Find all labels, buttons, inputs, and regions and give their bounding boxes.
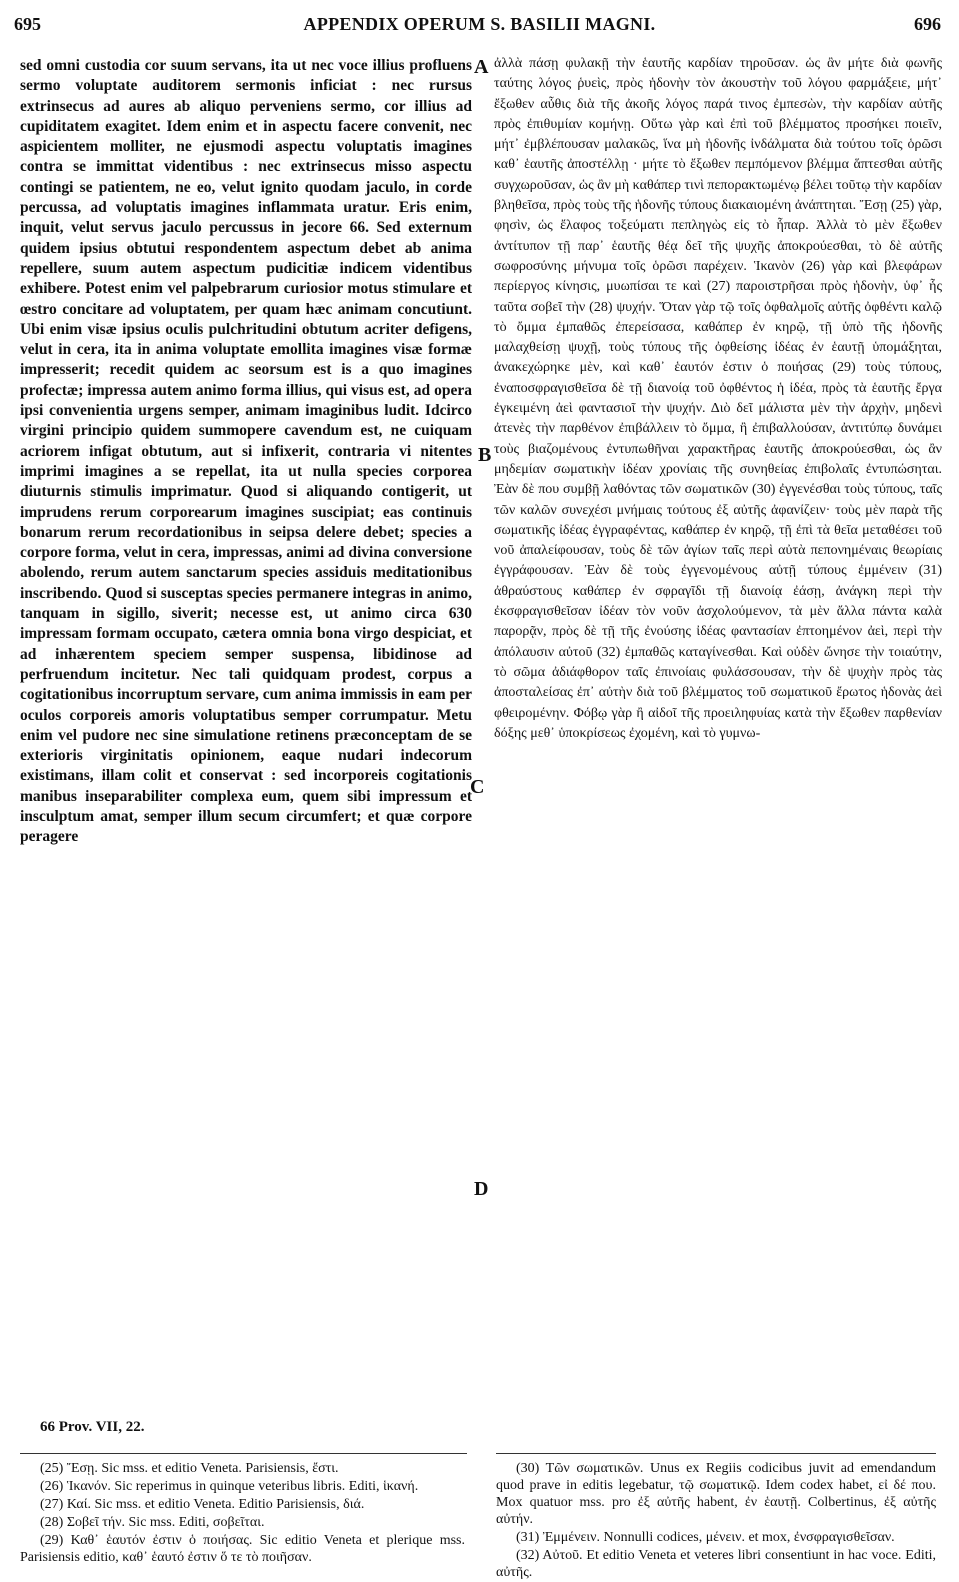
greek-column xyxy=(494,54,942,744)
margin-marker-b: B xyxy=(478,444,492,466)
notes-divider-left xyxy=(20,1453,467,1454)
note-30: (30) Τῶν σωματικῶν. Unus ex Regiis codicibus juvit ad emendandum quod prave in editis legebatur, τῷ σωματικῷ. Idem codex habet, εἰ δέ που. Mox quatuor mss. pro ἐξ αὐτῆς habent, ἐν ἑαυτῇ. Colbertinus, ἐξ αὐτῆς αὐτήν. xyxy=(496,1461,936,1527)
notes-divider-right xyxy=(496,1453,936,1454)
margin-marker-a: A xyxy=(474,56,489,78)
page-number-left: 695 xyxy=(14,14,41,34)
note-25: (25) Ἔσῃ. Sic mss. et editio Veneta. Parisiensis, ἔστι. xyxy=(40,1461,339,1476)
page-header xyxy=(0,14,959,44)
latin-column xyxy=(20,56,472,848)
critical-notes-right xyxy=(496,1460,936,1582)
critical-notes-left xyxy=(20,1460,465,1567)
page-number-right: 696 xyxy=(914,14,941,34)
note-26: (26) Ἱκανόν. Sic reperimus in quinque veteribus libris. Editi, ἱκανή. xyxy=(40,1479,419,1494)
note-32: (32) Αὐτοῦ. Et editio Veneta et veteres libri consentiunt in hac voce. Editi, αὐτῆς. xyxy=(496,1548,936,1580)
margin-marker-c: C xyxy=(470,776,485,798)
running-title: APPENDIX OPERUM S. BASILII MAGNI. xyxy=(303,14,656,34)
scripture-footnote: 66 Prov. VII, 22. xyxy=(40,1419,145,1435)
greek-text: ἀλλὰ πάσῃ φυλακῇ τὴν ἑαυτῆς καρδίαν τηροῦσαν. ὡς ἂν μήτε διὰ φωνῆς ταύτης λόγος ῥυεὶς, πρὸς ἡδονὴν τὸν ἀκουστὴν τοῦ λόγου φαρμάξειε, μήτ᾽ ἔξωθεν αὖθις διὰ τῆς ἀκοῆς λόγος παρά τινος ἐμπεσὼν, τὴν καρδίαν αὐτῆς πρὸς ἐπιθυμίαν κομήνῃ. Οὕτω γὰρ καὶ ἐπὶ τοῦ βλέμματος προσήκει ποιεῖν, μήτ᾽ ἐμβλέπουσαν μαλακῶς, ἵνα μὴ ἡδονῆς ἰνδάλματα διὰ τούτου τοῖς ὁρῶσι καθ᾽ ἑαυτῆς ἀποστέλλῃ · μήτε τὸ ἔξωθεν πεμπόμενον βλέμμα ἅπτεσθαι αὐτῆς συγχωροῦσαν, ὡς ἂν μὴ καθάπερ τινὶ πεπορακτωμένῳ βέλει τοῦτῳ τὴν καρδίαν βληθεῖσα, πρὸς τοὺς τῆς ἡδονῆς τύπους διακαιομένη ἀνάπτηται. Ἔσῃ (25) γὰρ, φησὶν, ὡς ἔλαφος τοξεύματι πεπληγὼς εἰς τὸ ἧπαρ. Ἀλλὰ τὸ μὲν ἔξωθεν ἀντίτυπον τῇ παρ᾽ ἑαυτῆς θέᾳ δεῖ τῆς ψυχῆς ἀποκρούεσθαι, τὸ δὲ αὐτῆς σωφροσύνης μήνυμα τοῖς ὁρῶσι παρέχειν. Ἱκανὸν (26) γὰρ καὶ βλεφάρων περίεργος κίνησις, μυωπίσαι τε καὶ (27) παροιστρῆσαι πρὸς ἡδονὴν, ὑφ᾽ ἧς ταῦτα σοβεῖ τὴν (28) ψυχήν. Ὅταν γὰρ τῷ τοῖς ὀφθαλμοῖς αὐτῆς ὀφθέντι καλῷ τὸ ὄμμα ἐμπαθῶς ἐπερείσασα, καθάπερ ἐν κηρῷ, τῇ ὑπὸ τῆς ἡδονῆς μαλαχθείσῃ ψυχῇ, τοὺς τύπους τῆς ὀφθείσης ἰδέας ἐν ἑαυτῇ ὑπομάξηται, ἀνακεχώρηκε μὲν, καὶ καθ᾽ ἑαυτόν ἐστιν ὁ ποιήσας (29) τοὺς τύπους, ἐναποσφραγισθεῖσα δὲ τῇ διανοίᾳ τοῦ ὀφθέντος ἡ ἰδέα, πρὸς τὰ ἑαυτῆς ἔργα ἐγκειμένη ἀεὶ φαντασιοῖ τὴν ψυχήν. Διὸ δεῖ μάλιστα μὲν τὴν ἀρχὴν, μηδενὶ ἀτενὲς τὴν παρθένον ἐπιβάλλειν τὸ ὄμμα, ἢ ἐπιβαλλούσαν, ἀντιτύπῳ δυνάμει τοὺς βιαζομένους ἐντυπωθῆναι χαρακτῆρας ἑαυτῆς ἀποκρούεσθαι, ὡς ἂν μηδεμίαν σωματικὴν ἰδέαν χρονίαις τῆς συνηθείας ἐπιβολαῖς ἐντυπώσηται. Ἐὰν δὲ που συμβῇ λαθόντας τῶν σωματικῶν (30) ἐγγενέσθαι τοὺς τύπους, ταῖς τῶν καλῶν συνεχέσι μνήμαις τούτους ἐξ αὐτῆς ἀφανίζειν· τοὺς μὲν παρὰ τῆς σωματικῆς ἰδέας ἐγγραφέντας, καθάπερ ἐν κηρῷ, τῇ ἐπὶ τὰ θεῖα μεταθέσει τοῦ νοῦ ἀπαλείφουσαν, τοὺς δὲ τῶν ἁγίων ταῖς περὶ αὐτὰ πεπονημέναις θεωρίαις ἐγγράφουσαν. Ἐὰν δὲ τοὺς ἐγγενομένους αὐτῇ τύπους ἐμμένειν (31) ἀθραύστους καθάπερ ἐν σφραγῖδι τῇ διανοίᾳ ἐάσῃ, ἀνάγκη περὶ τὴν ἐκσφραγισθεῖσαν ἰδέαν τὸν νοῦν ἀσχολούμενον, τὰ μὲν ἄλλα πάντα καλὰ παρορᾷν, πρὸς δὲ τῇ τῆς ἐνούσης ἰδέας φαντασίαν ἐπτοημένον ἀεὶ, περὶ τὴν ἀπόλαυσιν αὐτοῦ (32) ἐμπαθῶς καταγίνεσθαι. Καὶ οὐδὲν ὤνησε τὴν τοιαύτην, τὸ σῶμα ἀδιάφθορον ταῖς ἐπινοίαις φυλάσσουσαν, τὴν δὲ ψυχὴν πρὸς τὰς ἀποσταλείσας ἐπ᾽ αὐτὴν διὰ τοῦ βλέμματος τοῦ σωματικοῦ ἔρωτος ἡδονὰς ἀεὶ φθειρομένην. Φόβῳ γὰρ ἢ αἰδοῖ τῆς προειληφυίας κατὰ τὴν ἔξωθεν παρθενίαν δόξης μεθ᾽ ὑποκρίσεως ἐχομένη, καὶ τὸ γυμνω- xyxy=(494,56,942,741)
latin-text: sed omni custodia cor suum servans, ita ut nec voce illius profluens sermo voluptate auditorem sermonis inficiat : nec rursus extrinsecus ad aures ab aliquo perveniens sermo, cor illius ad cupiditatem exagitet. Idem enim et in aspectu facere convenit, nec aspicientem molliter, ne ejusmodi aspectu voluptatis imagines contra se immittat videntibus : nec extrinsecus misso aspectu contingi se patientem, ne eo, velut ignito quodam jaculo, in corde percussa, ad voluptatis imagines inflammata uratur. Eris enim, inquit, velut servus jaculo percussus in jecore 66. Sed externum quidem ipsius obtutui respondentem aspectum debet ab anima repellere, suum autem aspectum pudicitiæ indicem videntibus exhibere. Potest enim vel palpebrarum curiosior motus stimulare et œstro concitare ad voluptatem, per quam hæc animam concutiunt. Ubi enim visæ ipsius oculis pulchritudini obtutum acriter defigens, velut in cera, ita in anima voluptate emollita imagines visæ formæ impresserit; recedit quidem ac seorsum est is a quo imagines profectæ; impressa autem animo forma illius, qui visus est, ad opera ipsi convenientia urgens semper, animam imaginibus ludit. Idcirco virgini principio quidem summopere cavendum est, ne cuiquam acriorem infigat obtutum, aut si infixerit, contraria vi nitentes imprimi imagines a se repellat, ita ut nulla species corporea diuturnis stimulis imprimatur. Quod si aliquando contigerit, ut imprudens rerum corporearum imagines suscipiat; eas continuis bonarum rerum recordationibus in seipsa delere debet; species a corpore forma, velut in cera, impressas, animi ad divina conversione abolendo, rerum autem sanctarum species assiduis meditationibus inscribendo. Quod si susceptas species permanere integras in animo, tanquam in sigillo, siverit; necesse est, ut animo circa 630 impressam formam occupato, cætera omnia bona virgo despiciat, et ad inhærentem speciem semper suspensa, libidinose ad perfruendum incitetur. Nec tali quidquam prodest, corpus a cogitationibus incorruptum servare, cum anima immissis in eam per oculos corporeis amoris voluptatibus semper corrumpatur. Metu enim vel pudore nec sine simulatione retinens præconceptam de se exterioris virginitatis opinionem, eaque nudari indecorum existimans, illam colit et conservat : sed incorporeis cogitationis manibus inseparabiliter complexa eum, quem sibi impressum et insculptum amat, semper illum secum circumfert; et quæ corpore peragere xyxy=(20,57,472,846)
note-28: (28) Σοβεῖ τήν. Sic mss. Editi, σοβεῖται. xyxy=(40,1515,265,1530)
note-31: (31) Ἐμμένειν. Nonnulli codices, μένειν. et mox, ἐνσφραγισθεῖσαν. xyxy=(516,1530,895,1545)
note-27: (27) Καί. Sic mss. et editio Veneta. Editio Parisiensis, διά. xyxy=(40,1497,365,1512)
note-29: (29) Καθ᾽ ἑαυτόν ἐστιν ὁ ποιήσας. Sic editio Veneta et plerique mss. Parisiensis editio, καθ᾽ ἑαυτό ἐστιν ὅ τε τὸ ποιῆσαν. xyxy=(20,1533,465,1565)
margin-marker-d: D xyxy=(474,1178,489,1200)
